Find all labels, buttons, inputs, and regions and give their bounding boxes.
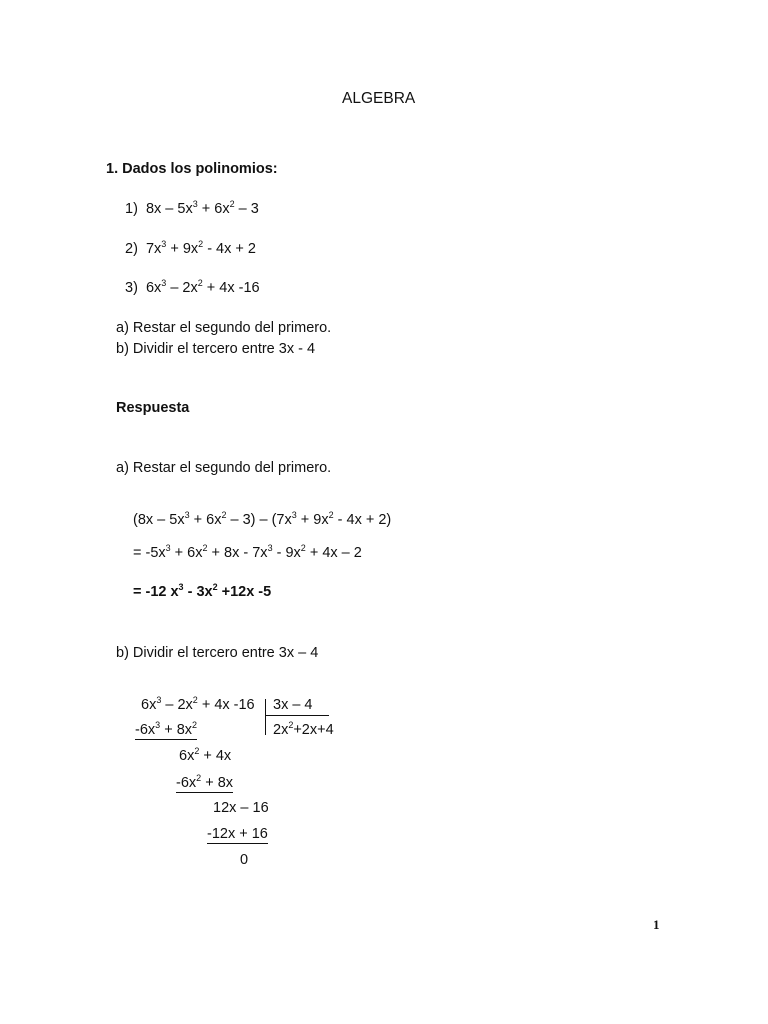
answer-heading: Respuesta — [116, 400, 190, 416]
part-b-title: b) Dividir el tercero entre 3x – 4 — [116, 645, 319, 661]
division-row-3: $-6x^2 + 8x$ — [176, 773, 234, 791]
task-b: b) Dividir el tercero entre 3x - 4 — [116, 341, 316, 357]
part-a-step-1: $(8x - 5x^3 + 6x^2 - 3) - (7x^3 + 9x^2 - 4x + 2)$ — [133, 510, 392, 528]
polynomial-1: 1) $8x - 5x^3 + 6x^2 - 3$ — [125, 199, 259, 217]
part-a-step-2: = $-5x^3 + 6x^2 + 8x - 7x^3 - 9x^2 + 4x - 2$ — [133, 543, 362, 561]
division-row-2: $6x^2 + 4x$ — [179, 746, 232, 764]
part-a-result: = -12 $x^3 - 3x^2 +12x$ -5 — [133, 582, 272, 600]
division-row-5: -12x + 16 — [207, 826, 268, 842]
division-quotient: $2x^2+2x+4$ — [273, 720, 334, 738]
task-a: a) Restar el segundo del primero. — [116, 320, 332, 336]
division-dividend: $6x^3 - 2x^2 + 4x$ -16 — [141, 695, 255, 713]
division-row-4: 12x – 16 — [213, 800, 269, 816]
polynomial-3: 3) $6x^3 - 2x^2 + 4x$ -16 — [125, 278, 260, 296]
problem-heading: 1. Dados los polinomios: — [106, 161, 278, 177]
page-number: 1 — [653, 917, 660, 932]
division-row-1: $-6x^3 + 8x^2$ — [135, 720, 198, 738]
polynomial-2: 2) $7x^3 + 9x^2 - 4x + 2$ — [125, 239, 256, 257]
page-title: ALGEBRA — [342, 90, 416, 107]
division-bracket-horizontal — [265, 715, 329, 716]
division-divisor: 3x – 4 — [273, 697, 313, 713]
division-bracket-vertical — [265, 699, 266, 735]
part-a-title: a) Restar el segundo del primero. — [116, 460, 332, 476]
division-remainder: 0 — [240, 852, 249, 868]
